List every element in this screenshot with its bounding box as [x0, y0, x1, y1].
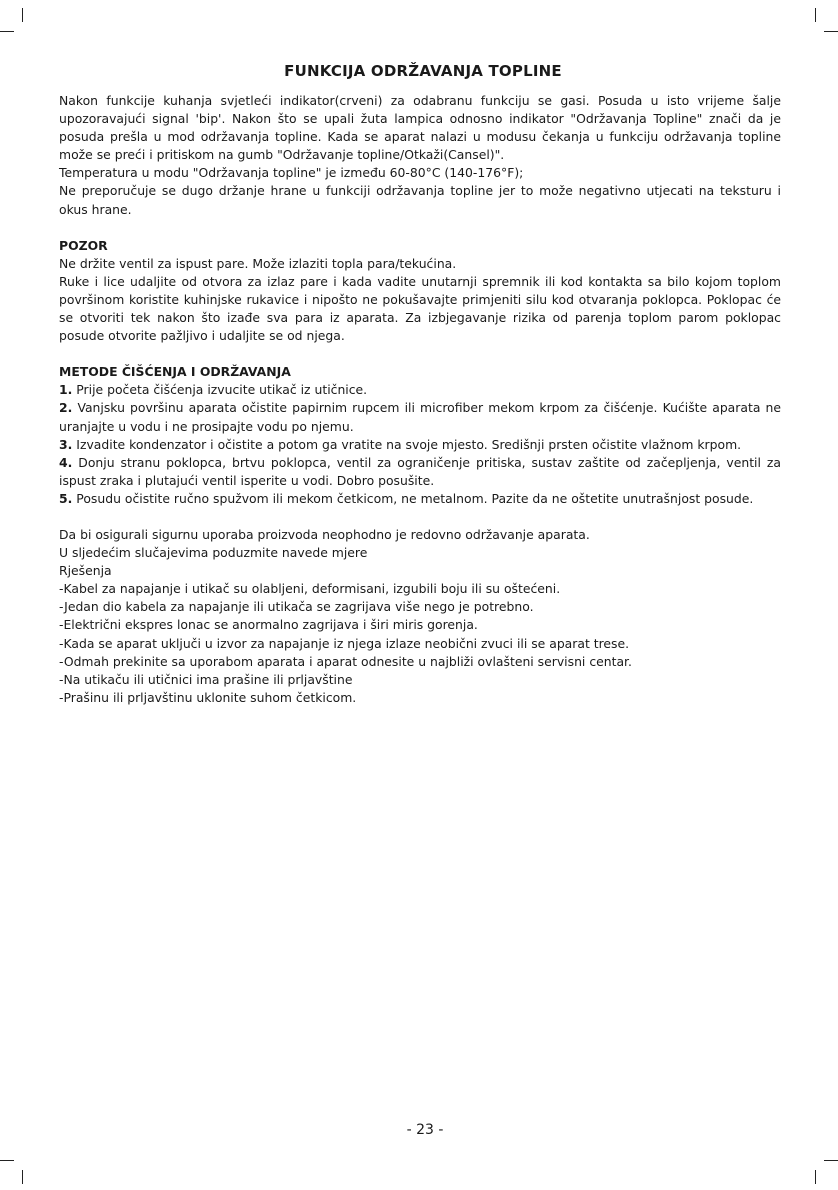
- maintenance-line: Rješenja: [59, 563, 112, 579]
- page-number: - 23 -: [406, 1122, 444, 1138]
- cleaning-section: [59, 363, 781, 508]
- cleaning-step: [59, 381, 781, 399]
- crop-mark-top-right-v: [815, 8, 816, 22]
- maintenance-line: -Jedan dio kabela za napajanje ili utikača se zagrijava više nego je potrebno.: [59, 599, 534, 615]
- maintenance-line: -Kabel za napajanje i utikač su olabljeni, deformisani, izgubili boju ili su oštećeni.: [59, 581, 561, 597]
- page-title: FUNKCIJA ODRŽAVANJA TOPLINE: [284, 62, 562, 80]
- crop-mark-bottom-left-h: [0, 1160, 14, 1161]
- maintenance-line: -Na utikaču ili utičnici ima prašine ili prljavštine: [59, 671, 353, 687]
- intro-temperature: Temperatura u modu "Održavanja topline" je između 60-80°C (140-176°F);: [59, 165, 524, 181]
- crop-mark-bottom-left-v: [22, 1170, 23, 1184]
- cleaning-heading: METODE ČIŠĆENJA I ODRŽAVANJA: [59, 364, 291, 380]
- cleaning-step: [59, 454, 781, 490]
- crop-mark-top-left-v: [22, 8, 23, 22]
- crop-mark-top-right-h: [824, 31, 838, 32]
- crop-mark-bottom-right-h: [824, 1160, 838, 1161]
- caution-heading: POZOR: [59, 237, 108, 253]
- cleaning-step: [59, 436, 781, 454]
- crop-mark-top-left-h: [0, 31, 14, 32]
- intro-section: [59, 92, 781, 219]
- step-number: 4.: [59, 454, 73, 470]
- maintenance-section: [59, 526, 781, 707]
- maintenance-line: -Prašinu ili prljavštinu uklonite suhom četkicom.: [59, 689, 357, 705]
- step-text: Donju stranu poklopca, brtvu poklopca, ventil za ograničenje pritiska, sustav zaštite od začepljenja, ventil za ispust zraka i plutajući ventil isperite u vodi. Dobro posušite.: [59, 454, 781, 488]
- crop-mark-bottom-right-v: [815, 1170, 816, 1184]
- step-number: 2.: [59, 400, 73, 416]
- cleaning-step: [59, 399, 781, 435]
- maintenance-line: -Kada se aparat uključi u izvor za napajanje iz njega izlaze neobični zvuci ili se aparat trese.: [59, 635, 630, 651]
- step-number: 3.: [59, 436, 73, 452]
- step-number: 1.: [59, 382, 73, 398]
- caution-section: [59, 237, 781, 346]
- caution-line: Ruke i lice udaljite od otvora za izlaz pare i kada vadite unutarnji spremnik ili kod kontakta sa bilo kojom toplom površinom koristite kuhinjske rukavice i nipošto ne pokušavajte primjeniti silu kod otvaranja poklopca. Poklopac će se otvoriti tek nakon što izađe sva para iz aparata. Za izbjegavanje rizika od parenja toplom parom poklopac posude otvorite pažljivo i udaljite se od njega.: [59, 273, 781, 344]
- page-content: [59, 62, 781, 707]
- step-text: Posudu očistite ručno spužvom ili mekom četkicom, ne metalnom. Pazite da ne oštetite unutrašnjost posude.: [76, 490, 754, 506]
- maintenance-line: -Električni ekspres lonac se anormalno zagrijava i širi miris gorenja.: [59, 617, 478, 633]
- step-text: Prije početa čišćenja izvucite utikač iz utičnice.: [76, 382, 368, 398]
- maintenance-line: U sljedećim slučajevima poduzmite navede mjere: [59, 545, 368, 561]
- maintenance-line: Da bi osigurali sigurnu uporaba proizvoda neophodno je redovno održavanje aparata.: [59, 526, 590, 542]
- step-number: 5.: [59, 490, 73, 506]
- step-text: Izvadite kondenzator i očistite a potom ga vratite na svoje mjesto. Središnji prsten očistite vlažnom krpom.: [76, 436, 742, 452]
- step-text: Vanjsku površinu aparata očistite papirnim rupcem ili microfiber mekom krpom za čišćenje. Kućište aparata ne uranjajte u vodu i ne prosipajte vodu po njemu.: [59, 400, 781, 434]
- intro-paragraph: Nakon funkcije kuhanja svjetleći indikator(crveni) za odabranu funkciju se gasi. Posuda u isto vrijeme šalje upozoravajući signal 'bip'. Nakon što se upali žuta lampica odnosno indikator "Održavanja Topline" znači da je posuda prešla u mod održavanja topline. Kada se aparat nalazi u modusu čekanja u funkciju održavanja topline može se preći i pritiskom na gumb "Održavanje topline/Otkaži(Cansel)".: [59, 93, 781, 163]
- intro-warning: Ne preporučuje se dugo držanje hrane u funkciji održavanja topline jer to može negativno utjecati na teksturu i okus hrane.: [59, 183, 781, 217]
- caution-line: Ne držite ventil za ispust pare. Može izlaziti topla para/tekućina.: [59, 255, 457, 271]
- cleaning-step: [59, 490, 781, 508]
- maintenance-line: -Odmah prekinite sa uporabom aparata i aparat odnesite u najbliži ovlašteni servisni centar.: [59, 653, 632, 669]
